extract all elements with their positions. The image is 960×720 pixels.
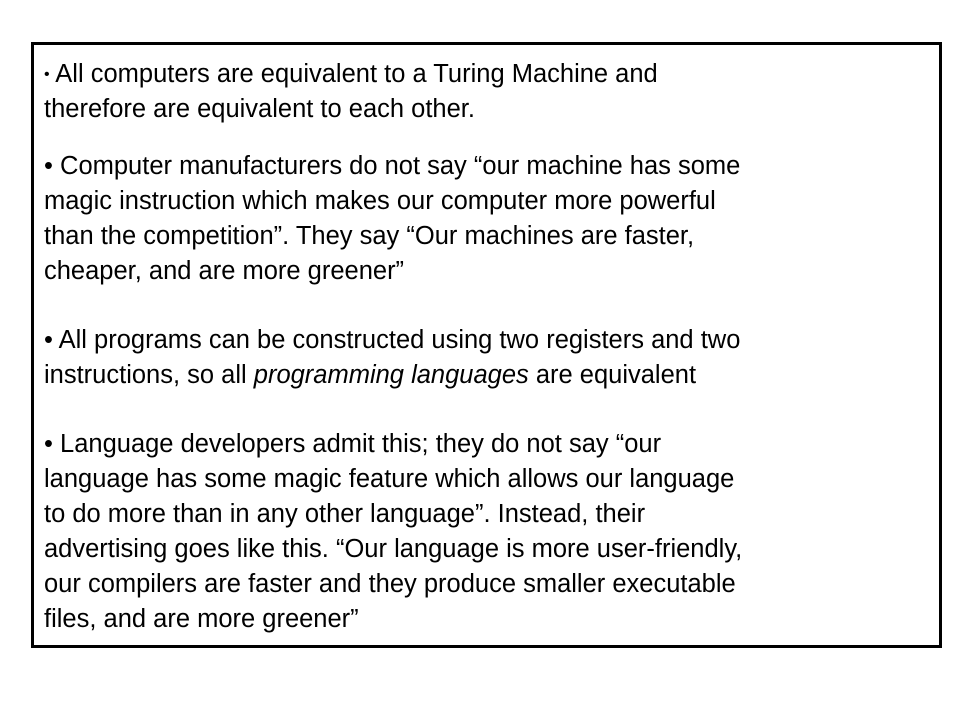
bullet-line: therefore are equivalent to each other. — [44, 95, 475, 123]
bullet-marker: • — [44, 152, 53, 180]
bullet-line: files, and are more greener” — [44, 605, 359, 633]
bullet-marker: • — [44, 326, 53, 354]
bullet-text: instructions, so all — [44, 361, 254, 389]
bullet-text: All computers are equivalent to a Turing Machine and — [55, 60, 658, 88]
bullet-line — [44, 427, 924, 462]
italic-term: programming languages — [253, 361, 529, 389]
bullet-computer-manufacturers — [44, 149, 924, 289]
bullet-line — [44, 358, 924, 393]
bullet-marker: • — [44, 66, 50, 83]
bullet-programs-two-registers — [44, 323, 924, 393]
bullet-line: cheaper, and are more greener” — [44, 257, 405, 285]
bullet-turing-equivalence — [44, 57, 924, 127]
bullet-line: language has some magic feature which allows our language — [44, 465, 735, 493]
bullet-line: to do more than in any other language”. Instead, their — [44, 500, 646, 528]
bullet-text: are equivalent — [528, 361, 697, 389]
bullet-language-developers — [44, 427, 924, 637]
slide-frame — [31, 42, 942, 648]
bullet-line: advertising goes like this. “Our language is more user-friendly, — [44, 535, 743, 563]
bullet-line: magic instruction which makes our computer more powerful — [44, 187, 716, 215]
bullet-text: Computer manufacturers do not say “our machine has some — [60, 152, 741, 180]
bullet-line: our compilers are faster and they produce smaller executable — [44, 570, 736, 598]
bullet-text: Language developers admit this; they do not say “our — [60, 430, 662, 458]
bullet-text: All programs can be constructed using two registers and two — [58, 326, 741, 354]
bullet-line — [44, 323, 924, 358]
bullet-marker: • — [44, 430, 53, 458]
bullet-line — [44, 57, 924, 92]
bullet-line — [44, 149, 924, 184]
bullet-line: than the competition”. They say “Our machines are faster, — [44, 222, 695, 250]
